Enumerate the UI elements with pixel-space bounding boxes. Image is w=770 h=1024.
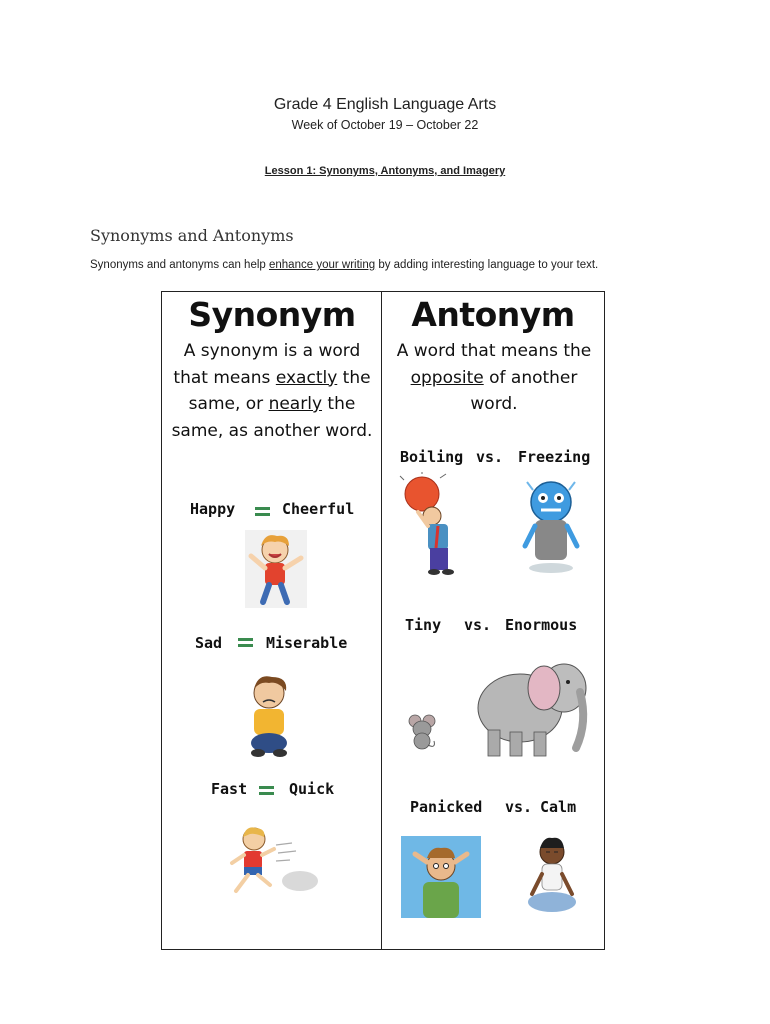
synonym-definition [166,338,378,444]
hot-person-illustration [398,472,468,578]
synonym-def-part: the same, as another word. [171,394,373,441]
antonym-def-opposite: opposite [410,367,484,388]
vs-label: vs. [476,448,504,466]
document-subtitle: Week of October 19 – October 22 [291,118,479,132]
panicked-person-illustration [401,836,481,918]
equals-icon [259,786,274,796]
synonym-word-fast: Fast [211,780,248,798]
synonym-def-exactly: exactly [275,367,338,388]
vs-label: vs. [505,798,533,816]
intro-emphasis: enhance your writing [269,259,376,271]
equals-icon [255,507,270,517]
antonym-definition [385,338,603,418]
section-heading: Synonyms and Antonyms [90,226,294,245]
synonym-heading: Synonym [188,295,356,334]
synonym-def-part: the same, or [188,367,371,414]
sad-boy-illustration [248,671,290,759]
synonym-word-happy: Happy [190,500,236,518]
intro-text-end: by adding interesting language to your text. [375,259,599,271]
antonym-word-boiling: Boiling [400,448,464,466]
synonym-word-sad: Sad [195,634,223,652]
intro-text-start: Synonyms and antonyms can help [90,259,269,271]
antonym-word-enormous: Enormous [505,616,578,634]
antonym-def-part: A word that means the [396,341,592,361]
antonym-word-freezing: Freezing [518,448,591,466]
equals-icon [238,638,253,648]
document-title: Grade 4 English Language Arts [273,96,497,113]
mouse-illustration [406,713,438,751]
calm-person-illustration [524,834,580,922]
intro-paragraph [90,259,598,271]
synonym-word-cheerful: Cheerful [282,500,355,518]
synonym-word-quick: Quick [289,780,335,798]
chart-divider [381,291,382,950]
synonym-word-miserable: Miserable [266,634,348,652]
antonym-word-calm: Calm [540,798,577,816]
elephant-illustration [476,652,594,762]
frozen-monster-illustration [515,476,587,576]
lesson-title: Lesson 1: Synonyms, Antonyms, and Imagery [264,165,506,177]
antonym-word-tiny: Tiny [405,616,442,634]
antonym-word-panicked: Panicked [410,798,483,816]
antonym-def-part: of another word. [470,367,578,414]
synonym-def-nearly: nearly [268,394,323,414]
antonym-heading: Antonym [411,295,575,334]
happy-child-illustration [245,530,307,608]
synonym-def-part: A synonym is a word that means [173,341,361,388]
running-boy-illustration [222,825,322,899]
vs-label: vs. [464,616,492,634]
